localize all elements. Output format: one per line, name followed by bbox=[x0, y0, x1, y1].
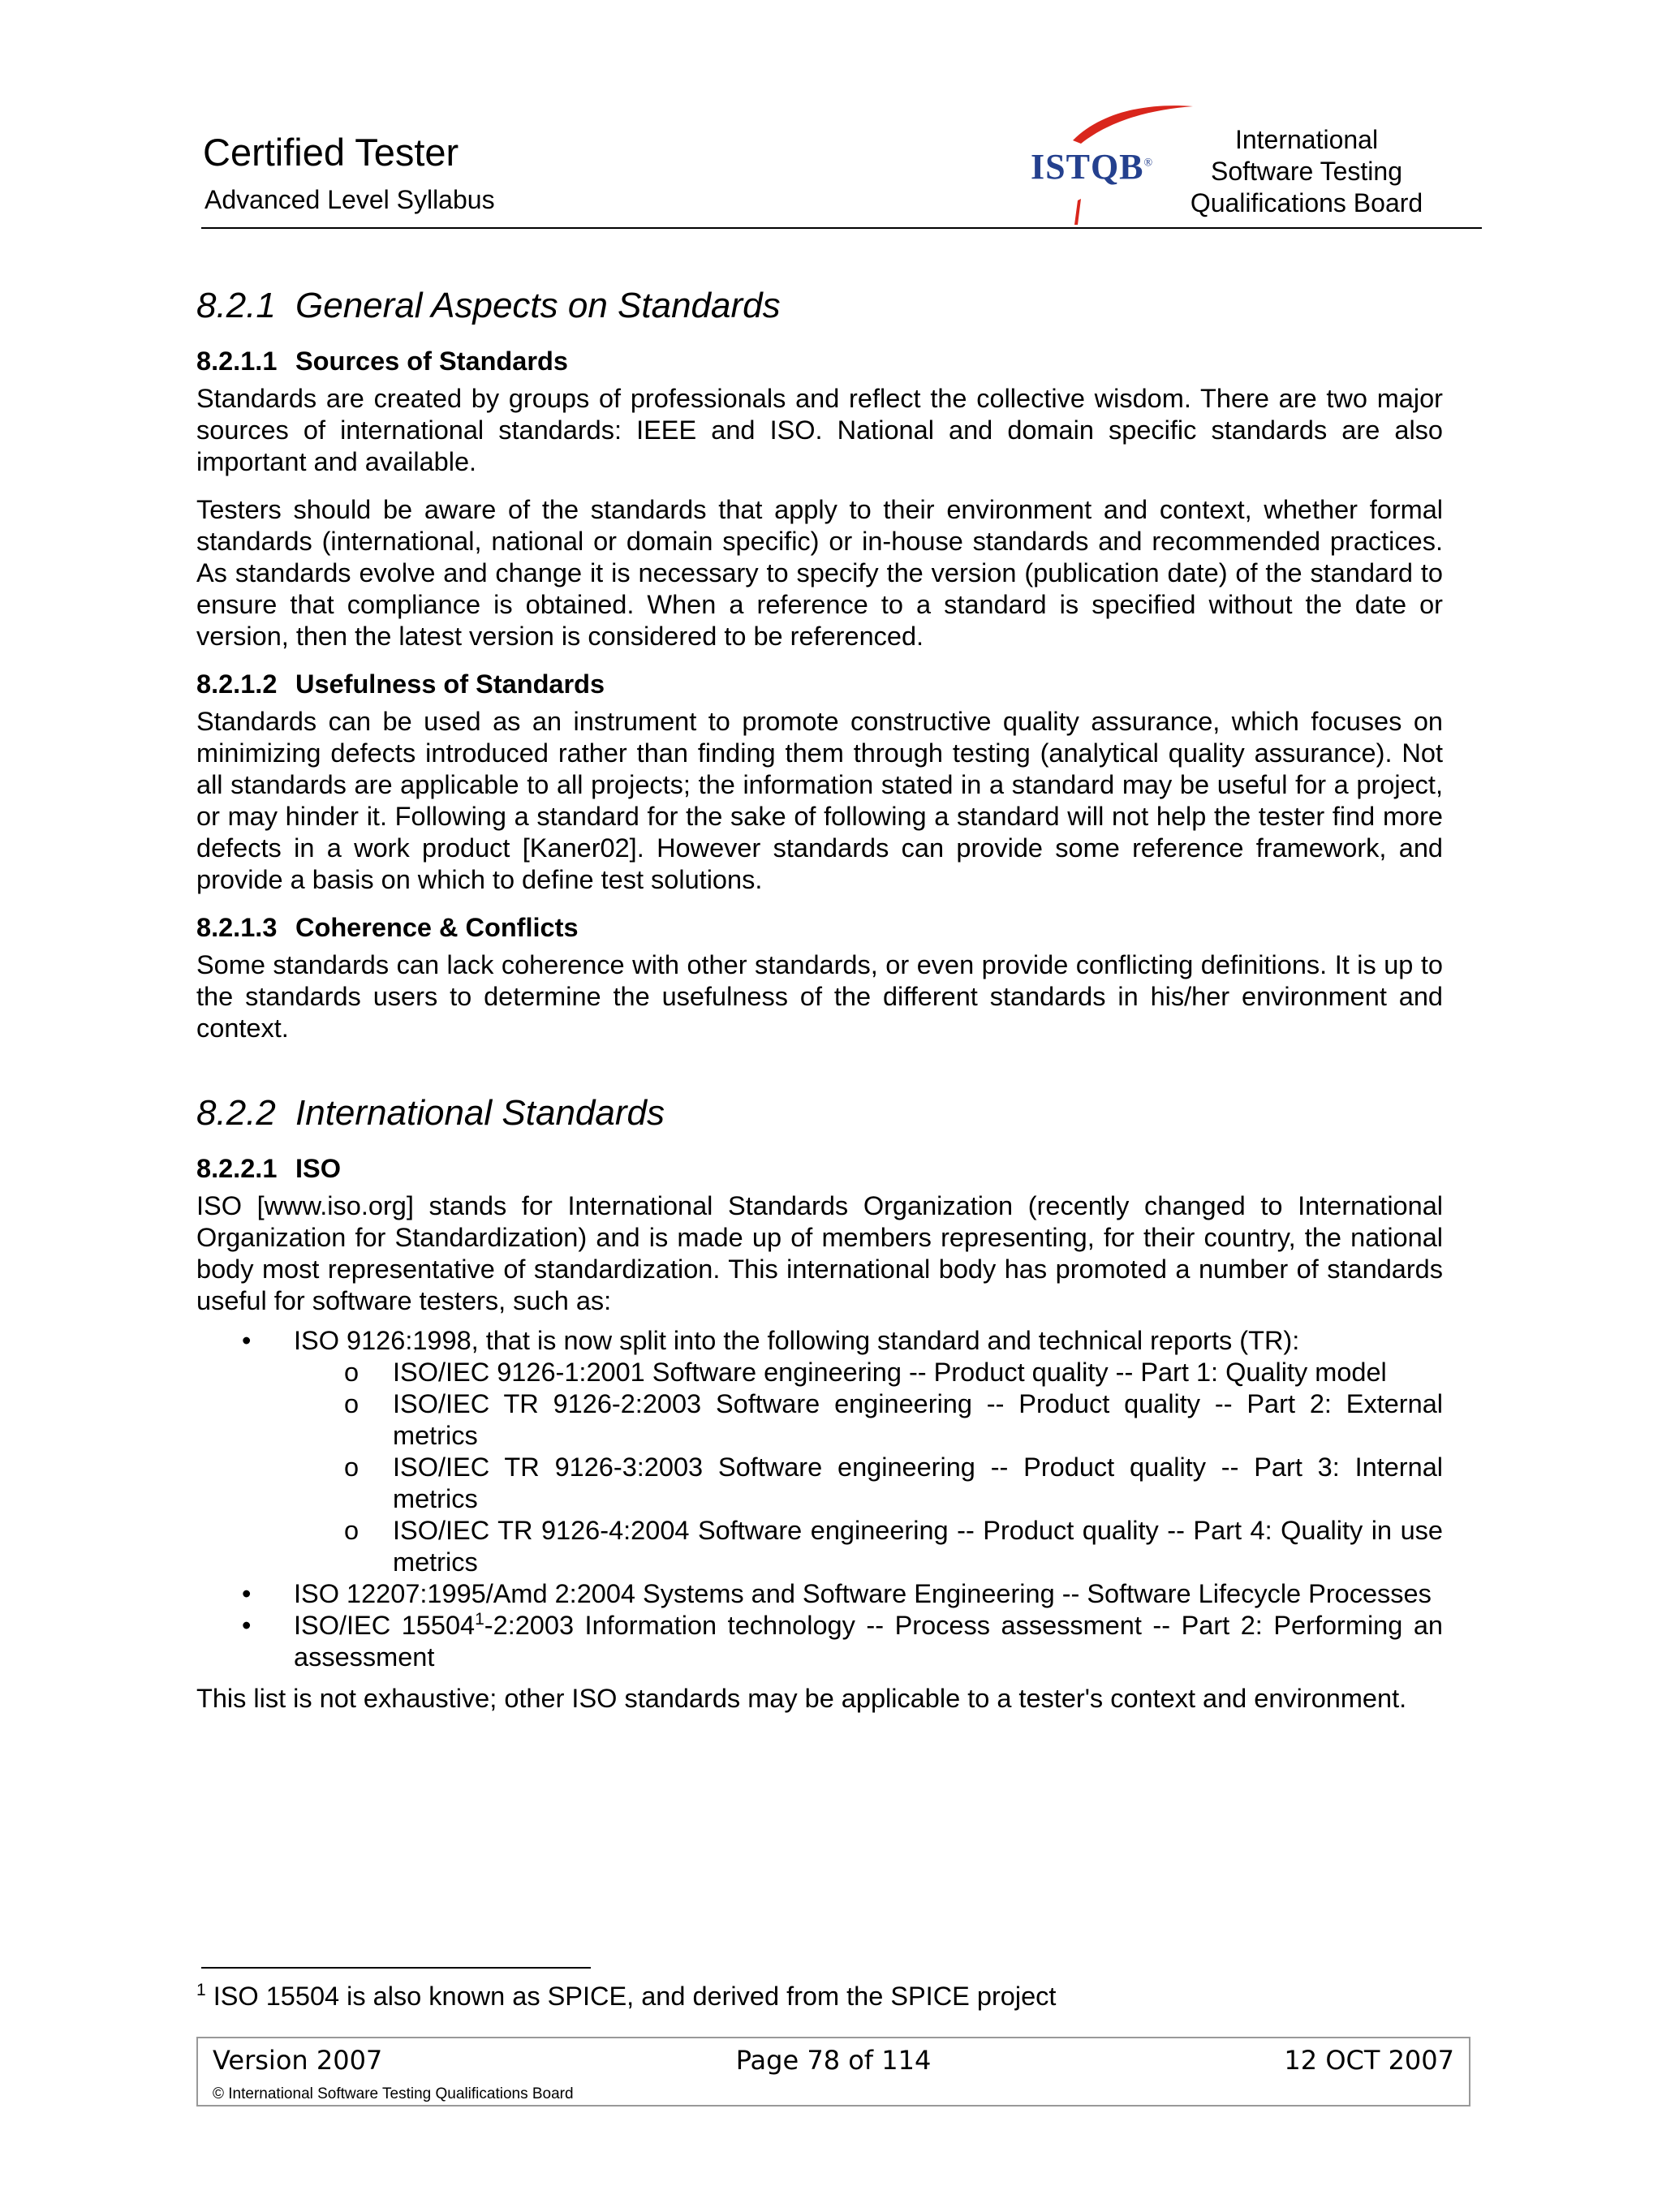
subsection-heading-8-2-1-2: 8.2.1.2 Usefulness of Standards bbox=[196, 669, 605, 699]
list-item: • ISO 9126:1998, that is now split into the following standard and technical reports (TR): o ISO/IEC 9126-1:2001 Software engineering -- Product quality -- Part 1: Quality model o ISO/IEC TR 9126-2:2003 Software engineering -- Product quality -- Part 2: External metrics o ISO/IEC TR 9126-3:2003 Software engineering -- Product quality -- Part 3: Internal metrics o ISO/IEC TR 9126-4:2004 Software engineering -- Product quality -- Part 4: Quality in use metrics bbox=[242, 1326, 1443, 1577]
paragraph: ISO [www.iso.org] stands for International Standards Organization (recently changed to International Organization for Standardization) and is made up of members representing, for their country, the national body most representative of standardization. This international body has promoted a number of standards useful for software testers, such as: bbox=[196, 1191, 1443, 1315]
header-title: Certified Tester bbox=[203, 131, 459, 174]
board-line-3: Qualifications Board bbox=[1190, 188, 1423, 217]
bullet-icon: • bbox=[242, 1611, 252, 1640]
board-name bbox=[1169, 124, 1445, 219]
iso-standards-list bbox=[196, 1325, 1443, 1673]
footnote: $^1$ ISO 15504 is also known as SPICE, and derived from the SPICE project bbox=[196, 1981, 1057, 2011]
subsection-heading-8-2-2-1: 8.2.2.1 ISO bbox=[196, 1154, 341, 1183]
footnote-rule bbox=[201, 1967, 591, 1969]
footnote-reference[interactable]: 1 bbox=[475, 1610, 484, 1629]
subsection-heading-8-2-1-1: 8.2.1.1 Sources of Standards bbox=[196, 346, 568, 376]
footer-copyright: © International Software Testing Qualifications Board bbox=[213, 2085, 574, 2102]
istqb-logo-text: ISTQB® bbox=[1031, 147, 1154, 187]
sub-list-item: o ISO/IEC TR 9126-3:2003 Software engineering -- Product quality -- Part 3: Internal metrics bbox=[344, 1452, 1443, 1513]
paragraph: Testers should be aware of the standards that apply to their environment and context, whether formal standards (international, national or domain specific) or in-house standards and recommended practices. As standards evolve and change it is necessary to specify the version (publication date) of the standard to ensure that compliance is obtained. When a reference to a standard is specified without the date or version, then the latest version is considered to be referenced. bbox=[196, 495, 1443, 651]
bullet-icon: • bbox=[242, 1326, 252, 1355]
footer-page-number: Page 78 of 114 bbox=[735, 2045, 932, 2076]
section-heading-8-2-1: 8.2.1 General Aspects on Standards bbox=[196, 286, 781, 325]
main-content bbox=[196, 284, 1443, 1731]
header-rule bbox=[201, 227, 1482, 229]
footer-version: Version 2007 bbox=[213, 2045, 383, 2076]
paragraph: Standards can be used as an instrument to promote constructive quality assurance, which focuses on minimizing defects introduced rather than finding them through testing (analytical quality assurance). Not all standards are applicable to all projects; the information stated in a standard may be useful for a project, or may hinder it. Following a standard for the sake of following a standard will not help the tester find more defects in a work product [Kaner02]. However standards can provide some reference framework, and provide a basis on which to define test solutions. bbox=[196, 707, 1443, 894]
paragraph: Standards are created by groups of professionals and reflect the collective wisdom. There are two major sources of international standards: IEEE and ISO. National and domain specific standards are also important and available. bbox=[196, 384, 1443, 476]
bullet-icon: • bbox=[242, 1579, 252, 1608]
page-footer bbox=[196, 2037, 1470, 2107]
board-line-1: International bbox=[1234, 125, 1379, 154]
circle-bullet-icon: o bbox=[344, 1516, 360, 1545]
list-item: • ISO/IEC 15504$^1$-2:2003 Information technology -- Process assessment -- Part 2: Performing an assessment bbox=[242, 1610, 1443, 1672]
circle-bullet-icon: o bbox=[344, 1389, 360, 1418]
header-subtitle: Advanced Level Syllabus bbox=[205, 185, 495, 214]
sub-list-item: o ISO/IEC 9126-1:2001 Software engineering -- Product quality -- Part 1: Quality model bbox=[344, 1358, 1387, 1387]
iso-9126-sublist bbox=[294, 1357, 1443, 1578]
footnote-number: 1 bbox=[196, 1981, 206, 2000]
board-line-2: Software Testing bbox=[1211, 157, 1402, 186]
list-item: • ISO 12207:1995/Amd 2:2004 Systems and Software Engineering -- Software Lifecycle Processes bbox=[242, 1579, 1432, 1608]
subsection-heading-8-2-1-3: 8.2.1.3 Coherence & Conflicts bbox=[196, 913, 579, 942]
footer-date: 12 OCT 2007 bbox=[1284, 2045, 1454, 2076]
paragraph: This list is not exhaustive; other ISO standards may be applicable to a tester's context and environment. bbox=[196, 1684, 1407, 1713]
paragraph: Some standards can lack coherence with other standards, or even provide conflicting definitions. It is up to the standards users to determine the usefulness of the different standards in his/her environment and context. bbox=[196, 950, 1443, 1043]
sub-list-item: o ISO/IEC TR 9126-4:2004 Software engineering -- Product quality -- Part 4: Quality in use metrics bbox=[344, 1516, 1443, 1577]
circle-bullet-icon: o bbox=[344, 1452, 360, 1482]
circle-bullet-icon: o bbox=[344, 1358, 360, 1387]
sub-list-item: o ISO/IEC TR 9126-2:2003 Software engineering -- Product quality -- Part 2: External metrics bbox=[344, 1389, 1443, 1450]
section-heading-8-2-2: 8.2.2 International Standards bbox=[196, 1093, 665, 1133]
